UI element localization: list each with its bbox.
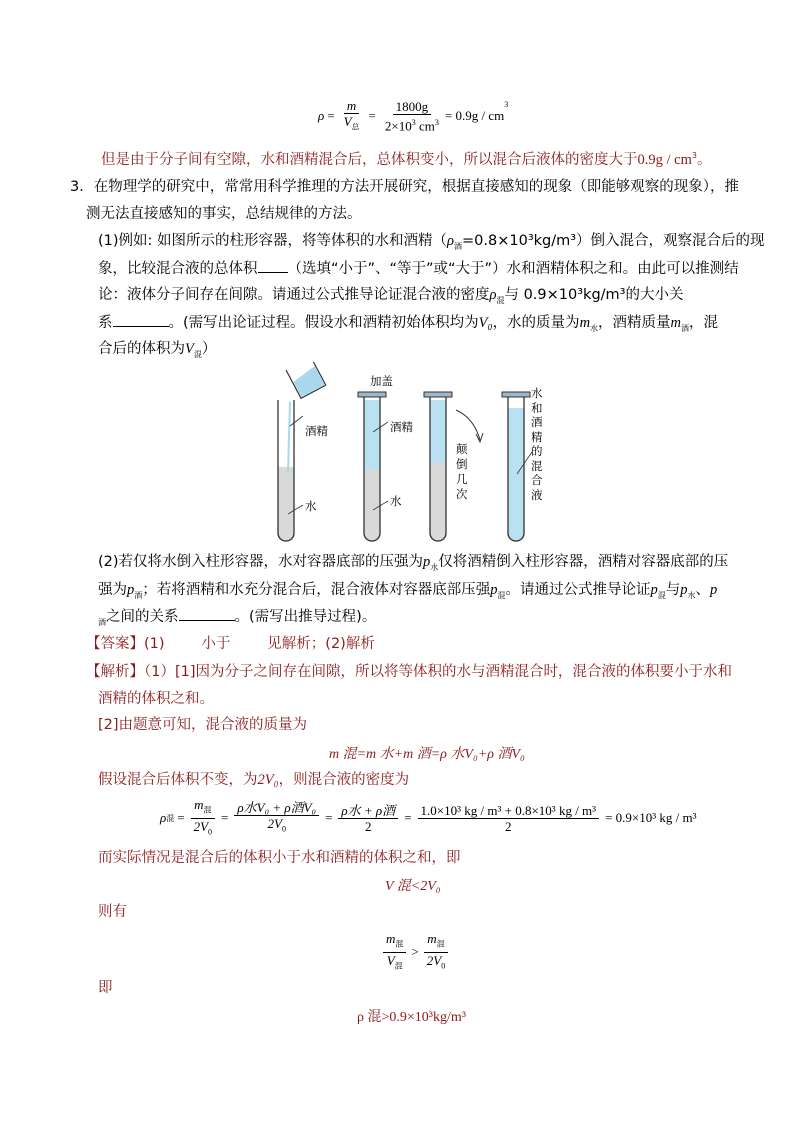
tube-2-alcohol	[364, 400, 380, 470]
fraction-m-over-v: $\frac{m}{V_总}$	[343, 98, 360, 132]
analysis-line1: 【解析】（1）[1]因为分子之间存在间隙，所以将等体积的水与酒精混合时，混合液的体积要小于水和	[86, 664, 733, 680]
volume-inequality: V 混<2V₀	[385, 879, 441, 894]
tube-3-cap	[424, 392, 452, 397]
top-density-equation: ρ = $\frac{m}{V_总}$ = $\frac{1800g}{2\times 10^3 cm^3}$ = 0.9g / cm $^3$	[318, 98, 509, 134]
answer-blank-2[interactable]	[113, 312, 169, 327]
final-density-result: ρ 混>0.9×10³kg/m³	[357, 1010, 466, 1025]
mass-equation: m 混=m 水+m 酒=ρ 水V₀+ρ 酒V₀	[329, 747, 525, 762]
label-alcohol-2: 酒精	[390, 420, 413, 434]
question-3-part1-line4: 系 。(需写出论证过程。假设水和酒精初始体积均为V₀，水的质量为$m_水$，酒精质量$m_酒$，混	[98, 312, 718, 339]
answer-tag: 【答案】	[86, 636, 144, 652]
label-alcohol-1: 酒精	[305, 424, 328, 438]
tube-4-mixture	[508, 408, 524, 533]
label-water-1: 水	[305, 499, 317, 513]
beaker-icon	[286, 362, 326, 398]
tube-3	[424, 392, 483, 541]
question-3-part1-line3: 论：液体分子间存在间隙。请通过公式推导论证混合液的密度$\rho_混$与 0.9×10³kg/m³的大小关	[98, 287, 684, 305]
question-3-part2-line1: (2)若仅将水倒入柱形容器，水对容器底部的压强为$p_水$仅将酒精倒入柱形容器，酒精对容器底部的压	[98, 554, 729, 572]
question-3-part1-line1: (1)例如: 如图所示的柱形容器，将等体积的水和酒精$(\rho_酒=0.8\times 10^3kg/m^3)$倒入混合，观察混合后的现	[98, 233, 765, 251]
analysis-line5: 而实际情况是混合后的体积小于水和酒精的体积之和，即	[98, 850, 461, 866]
tube-1-water	[278, 467, 294, 533]
question-3-part2-line2: 强为$p_酒$；若将酒精和水充分混合后，混合液体对容器底部压强$p_混$。请通过公式推导论证$p_混$与$p_水$、p	[98, 582, 718, 600]
fraction-mass-over-volume: $\frac{1800g}{2\times 10^3 cm^3}$	[384, 99, 439, 134]
density-inequality: $\frac{m_混}{V_混}$ > $\frac{m_混}{2V_0}$	[380, 931, 451, 973]
tube-3-alcohol	[430, 400, 446, 463]
tube-4-cap	[502, 392, 530, 397]
tube-2	[358, 392, 386, 541]
analysis-line4: 假设混合后体积不变，为2V₀，则混合液的密度为	[98, 772, 410, 788]
tube-4	[502, 392, 530, 541]
label-add-cap: 加盖	[370, 374, 393, 388]
question-number: 3．	[70, 179, 94, 195]
analysis-line6: 则有	[98, 904, 127, 920]
test-tube-figure	[270, 362, 550, 544]
tube-3-water	[430, 463, 446, 533]
tube-2-water	[364, 470, 380, 533]
answer-blank-1[interactable]	[258, 258, 288, 273]
analysis-line3: [2]由题意可知，混合液的质量为	[98, 717, 308, 733]
tube-1	[278, 362, 326, 541]
answer-line: 【答案】(1) 小于 见解析；(2)解析	[86, 636, 375, 652]
question-3-line2: 测无法直接感知的事实，总结规律的方法。	[86, 206, 362, 222]
analysis-line2: 酒精的体积之和。	[98, 691, 214, 707]
analysis-tag: 【解析】	[86, 664, 144, 680]
tube-2-cap	[358, 392, 386, 397]
question-3-part1-line5: 合后的体积为$V_混$）	[98, 341, 217, 359]
question-3-part1-line2: 象，比较混合液的总体积 （选填“小于”、“等于”或“大于”）水和酒精体积之和。由此可以推测结	[98, 258, 739, 279]
question-3-line1: 3．在物理学的研究中，常常用科学推理的方法开展研究，根据直接感知的现象（即能够观察的现象），推	[70, 179, 739, 195]
label-water-2: 水	[390, 494, 402, 508]
analysis-line7: 即	[98, 980, 113, 996]
label-invert-several-times: 颠 倒 几 次	[456, 442, 468, 501]
label-mixture: 水 和 酒 精 的 混 合 液	[531, 386, 543, 502]
question-3-part2-line3: $_酒$之间的关系 。(需写出推导过程)。	[98, 606, 376, 633]
conclusion-line: 但是由于分子间有空隙，水和酒精混合后，总体积变小，所以混合后液体的密度大于$0.9g / cm^3$。	[101, 151, 712, 168]
answer-blank-3[interactable]	[179, 606, 235, 621]
mixture-density-equation: ρ 混 = $\frac{m_混}{2V_0}$ = $\frac{\text{ρ水V₀ + ρ酒V₀}}{2V_0}$ = $\frac{\text{ρ水 + ρ酒}}{2}$ = $\frac{\text{1.0×10³ kg / m³ + 0.8×10³ kg / m³}}{2}$ = 0.9×10³ kg / m³	[160, 797, 697, 837]
